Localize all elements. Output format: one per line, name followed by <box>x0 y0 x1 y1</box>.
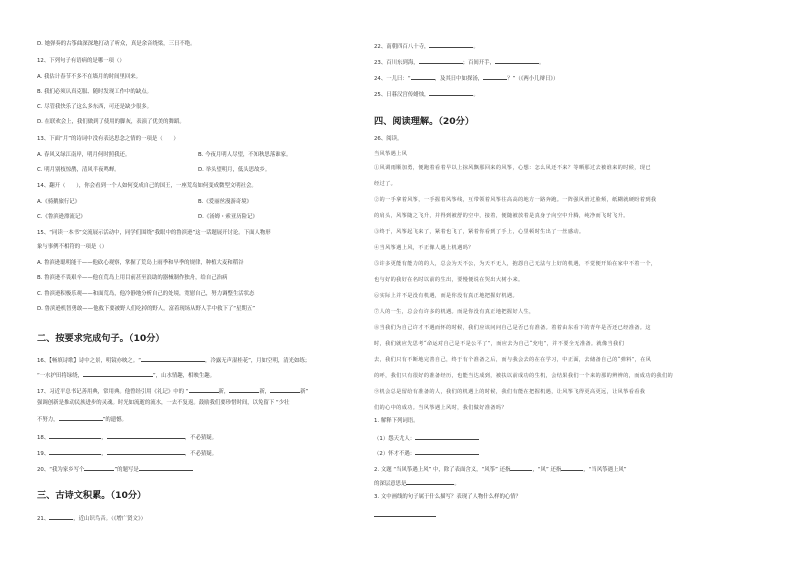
answer-blank[interactable] <box>510 464 532 471</box>
q12-option-a: A. 我估计春节不多不在墙月的时间里回来。 <box>37 74 142 80</box>
q15-option-a: A. 鲁滨逊聪明能干——他砍心观察，掌握了荒岛上雨季和旱季的规律，种植大麦和稻谷 <box>37 260 244 266</box>
subq-1: 1. 解释下列词语。 <box>374 418 419 424</box>
q15-option-b: B. 鲁滨逊不畏艰辛——他在荒岛上用目前甚至浪助的器械制作独舟，给自己治病 <box>37 275 228 281</box>
q13-option-d: D. 举头望明月，低头思故乡。 <box>198 167 271 173</box>
q17-line2: 强调创新是推动民族进步的灵魂。时光如流逝的流水，一去不复返。鼓励我们要珍惜时间，以免留下 “少壮 <box>37 400 290 406</box>
answer-blank[interactable] <box>49 448 101 455</box>
q12-option-c: C. 尽管我快乐了这么多东西，可还是缺少很多。 <box>37 104 153 110</box>
q12-option-d: D. 在联欢会上，我们做到了使用的脚灰，表演了优美的舞蹈。 <box>37 119 185 125</box>
passage-para-4: ④当风筝遇上风，不正像人遇上机遇吗？ <box>374 245 474 251</box>
passage-para-7: ⑦人的一生，总会有许多的机遇。而是你没有真正地把握好人生， <box>374 309 535 315</box>
subq-3: 3. 文中画线的句子属于什么描写？表现了人物什么样的心情？ <box>374 494 522 500</box>
answer-blank[interactable] <box>415 448 479 455</box>
passage-para-8-cont: 时，我们就应先思考“命运对自己是不是公平了”，而应去为自己“充电”，并不要全无准备。就像当我们 <box>374 341 625 347</box>
q23-line: 23、百川东到海， ；百间开手， 。 <box>374 57 544 67</box>
q22-line: 22、南朝四百八十寺， 。 <box>374 41 479 51</box>
answer-blank[interactable] <box>270 386 300 393</box>
q20-line: 20、“我为家乡写个 ”的题写是 <box>37 464 193 474</box>
passage-para-5: ⑤许多更能有能力的的人，总会为天不公，为天不无人，抱怨自己无法与上好的机遇，不觉便开始在家中不着一个， <box>374 261 657 267</box>
answer-blank[interactable] <box>495 57 539 64</box>
q14-option-a: A.《骑鹅旅行记》 <box>37 199 81 205</box>
q17-line3: 不努力， ”的遗憾。 <box>37 414 127 424</box>
answer-blank[interactable] <box>49 513 73 520</box>
answer-blank[interactable] <box>429 89 473 96</box>
answer-blank[interactable] <box>561 464 583 471</box>
section-4-title: 四、阅读理解。（20分） <box>374 116 475 127</box>
q15-stem-cont: 象与事例不相符的一项是（） <box>37 244 108 250</box>
subq-1b: （2）怀才不遇： <box>374 448 479 458</box>
answer-blank[interactable] <box>107 448 185 455</box>
passage-para-6: ⑥实际上并不是没有机遇，而是你没有真正地把握好机遇。 <box>374 293 518 299</box>
q15-option-d: D. 鲁滨逊机智勇敢——他救下要被野人们吃掉的野人，富着现场从野人手中救下了“星期五” <box>37 306 256 312</box>
q11-option-d: D. 她弹奏的古筝曲深深地打动了听众，真是余音绕梁，三日不绝。 <box>37 41 196 47</box>
q13-option-b: B. 今夜月明人尽望，不知秋思落谁家。 <box>198 152 292 158</box>
q24-line: 24、一儿曰：“ ，及其日中如探汤， ？”（《两小儿辩日》） <box>374 73 558 83</box>
q17-line1: 17、习近平总书记善用典，常用典。他曾经引用《礼记》中的 “ 新， 新， 新” <box>37 386 308 396</box>
section-3-title: 三、古诗文积累。（10分） <box>37 490 147 501</box>
passage-para-8-cont: 去，我们只有不断地完善自己，终于有个准备之后，而与我会去的在在学习，中正面，去储备自己的“弹料”，在风 <box>374 357 652 363</box>
q21-line: 21、 ，近山识鸟音。（《增广贤文》） <box>37 513 146 523</box>
section-2-title: 二、按要求完成句子。（10分） <box>37 333 165 344</box>
passage-para-8-cont: 的呼，我们只有很好的准备经历，也能当达成到，被扶以前成功的生机，会结果我们一个来的那的辨辨的，而成功的我们的 <box>374 373 674 379</box>
q12-stem: 12、下列句子有语病的是哪一项（） <box>37 58 125 64</box>
q12-option-b: B. 我们必须认真克服、随时发现工作中的缺点。 <box>37 89 152 95</box>
answer-blank[interactable] <box>419 57 463 64</box>
q26-label: 26、阅读。 <box>374 136 403 142</box>
answer-blank[interactable] <box>411 73 435 80</box>
q13-option-a: A. 春风又绿江南岸，明月何时照我还。 <box>37 152 131 158</box>
q13-option-c: C. 明月别枝惊鹊，清风半夜鸣蝉。 <box>37 167 120 173</box>
passage-para-1-cont: 经过了。 <box>374 181 397 187</box>
q15-option-c: C. 鲁滨逊积极乐观——和面荒岛，他冷静地分析自己的处境，宽慰自己，努力调整生活状态 <box>37 291 255 297</box>
subq-2-line2: 的深层意思是 。 <box>374 478 460 488</box>
answer-blank[interactable] <box>59 414 103 421</box>
passage-para-8: ⑧当我们为自己许才不遇而怀的时候，我们应该问问自己是否已有准备。着着由东看下的青年是否还已经准备。这 <box>374 325 651 331</box>
q25-line: 25、日暮汉宫传蜡烛， 。 <box>374 89 479 99</box>
passage-para-9-cont: 们的心中的成功。当风筝遇上风时，我们做好准备吗？ <box>374 405 507 411</box>
q14-option-b: B.《爱丽丝漫游奇境》 <box>198 199 252 205</box>
passage-para-3: ③终于，风筝起飞来了，紧着也飞了，紧着你看到了手上，心里顿时生出了一丝感动。 <box>374 229 585 235</box>
answer-blank[interactable] <box>229 386 259 393</box>
passage-para-1: ①风调雨顺加勇，便跑着看着早以上掠风飘那回来的风筝，心想：怎么风还不来？等晒那过去被谁来的时候，现已 <box>374 165 651 171</box>
answer-blank[interactable] <box>84 464 114 471</box>
answer-blank[interactable] <box>429 41 473 48</box>
q14-stem: 14、翻开（ ），你会看到一个人如何变成自己的国王，一座荒岛如何变成微型文明社会。 <box>37 183 257 189</box>
passage-para-9: ⑨机会总是留给有准备的人，我们的机遇上的时候，我们有能在把握机遇，让风筝飞得更高更远，让风筝看看我 <box>374 389 646 395</box>
q14-option-d: D.《汤姆・索亚历险记》 <box>198 214 258 220</box>
answer-blank[interactable] <box>483 73 507 80</box>
subq-2-line1: 2. 文题 “当风筝遇上风” 中，除了表面含义，“风筝” 还指 ，“风” 还指 ，“当风筝遇上风” <box>374 464 627 474</box>
answer-blank[interactable] <box>406 478 454 485</box>
answer-blank[interactable] <box>107 432 185 439</box>
q19-line: 19、 ， ，不必猜疑。 <box>37 448 217 458</box>
q18-line: 18、 ， ，不必猜疑。 <box>37 432 217 442</box>
answer-blank[interactable] <box>415 433 479 440</box>
q15-stem: 15、“同读一本书”交流展示活动中，同学们围绕“我眼中的鲁滨逊”这一话题展开讨论。下面人物形 <box>37 230 271 236</box>
answer-blank[interactable] <box>83 370 153 377</box>
subq-1a: （1）怨天尤人： <box>374 433 479 443</box>
passage-para-5-cont: 也与好的我好在名时以前的生出，要慢便说在哭出大树小来。 <box>374 277 524 283</box>
answer-blank[interactable] <box>139 464 193 471</box>
q13-stem: 13、下面“月”的诗词中没有表达思念之情的一项是（ ） <box>37 136 179 142</box>
answer-line[interactable] <box>374 516 436 517</box>
answer-blank[interactable] <box>189 386 219 393</box>
q16-line1: 16、【畅填诗歌】诗中之景，明镜亦映之。“ ，冷露无声湿桂花”，月如空明，清光如练； <box>37 355 310 365</box>
passage-para-2: ②的一手拿着风筝，一手握着风筝线，互带领着风筝往高高的地方一路奔跑。一阵强风滑过脸颊，纸糊就硬盼着到我 <box>374 197 657 203</box>
passage-title: 当风筝遇上风 <box>374 151 408 157</box>
answer-blank[interactable] <box>141 355 205 362</box>
passage-para-2-cont: 的肩头，风筝随之飞升，并得到被舒的空中，接着，便随被放着是真身子向空中升腾，纯净而飞时飞升。 <box>374 213 629 219</box>
answer-blank[interactable] <box>49 432 101 439</box>
q14-option-c: C.《鲁滨逊漂流记》 <box>37 214 86 220</box>
q16-line2: “一水护田将绿绕， ”，山水情趣，相映生趣。 <box>37 370 215 380</box>
